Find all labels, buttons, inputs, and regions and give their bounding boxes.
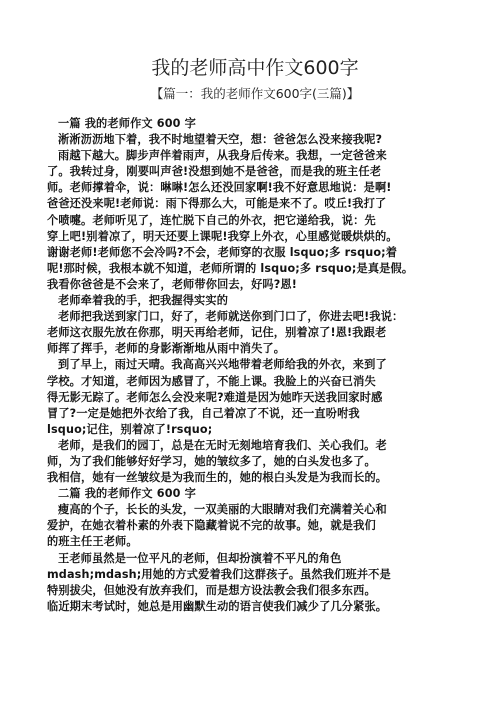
section-heading: 【篇一：我的老师作文600字(三篇)】 bbox=[150, 86, 360, 101]
text-line: 老师，是我们的园丁，总是在无时无刻地培育我们、关心我们。老 bbox=[58, 438, 387, 452]
text-line: 老师这衣服先放在你那，明天再给老师，记住，别着凉了!恩!我跟老 bbox=[47, 326, 387, 340]
page-title: 我的老师高中作文600字 bbox=[151, 57, 359, 79]
text-line: 的班主任王老师。 bbox=[47, 535, 138, 549]
text-line: 爱护，在她衣着朴素的外表下隐藏着说不完的故事。她，就是我们 bbox=[47, 519, 376, 533]
text-line: mdash;mdash;用她的方式爱着我们这群孩子。虽然我们班并不是 bbox=[47, 567, 391, 581]
text-line: 老师牵着我的手，把我握得实实的 bbox=[58, 294, 229, 308]
text-line: 特别拔尖，但她没有放弃我们，而是想方设法教会我们很多东西。 bbox=[47, 583, 376, 597]
text-line: 学校。才知道，老师因为感冒了，不能上课。我脸上的兴奋已消失 bbox=[47, 374, 376, 388]
text-line: 一篇 我的老师作文 600 字 bbox=[58, 117, 196, 130]
text-line: 呢!那时候，我根本就不知道，老师所谓的 lsquo;多 rsquo;是真是假。 bbox=[47, 261, 414, 275]
text-line: 师挥了挥手，老师的身影渐渐地从雨中消失了。 bbox=[47, 342, 286, 356]
text-line: 王老师虽然是一位平凡的老师，但却扮演着不平凡的角色 bbox=[58, 551, 342, 565]
text-line: 师。老师撑着伞，说：晽晽!怎么还没回家啊!我不好意思地说：是啊! bbox=[47, 181, 392, 195]
text-line: 老师把我送到家门口，好了，老师就送你到门口了，你进去吧!我说： bbox=[58, 310, 404, 324]
text-line: 师，为了我们能够好好学习，她的皱纹多了，她的白头发也多了。 bbox=[47, 454, 376, 468]
text-line: 得无影无踪了。老师怎么会没来呢?难道是因为她昨天送我回家时感 bbox=[47, 390, 383, 404]
essay-body bbox=[47, 116, 463, 615]
text-line: lsquo;记住，别着凉了!rsquo; bbox=[47, 422, 213, 436]
text-line: 个喷嚏。老师听见了，连忙脱下自己的外衣，把它递给我，说：先 bbox=[47, 213, 376, 227]
text-line: 了。我转过身，刚要叫声爸!没想到她不是爸爸，而是我的班主任老 bbox=[47, 165, 382, 179]
text-line: 穿上吧!别着凉了，明天还要上课呢!我穿上外衣，心里感觉暖烘烘的。 bbox=[47, 229, 398, 243]
text-line: 瘦高的个子，长长的头发，一双美丽的大眼睛对我们充满着关心和 bbox=[58, 503, 387, 517]
text-line: 爸爸还没来呢!老师说：雨下得那么大，可能是来不了。哎丘!我打了 bbox=[47, 197, 387, 211]
text-line: 谢谢老师!老师您不会冷吗?不会，老师穿的衣服 lsquo;多 rsquo;着 bbox=[47, 245, 398, 259]
text-line: 二篇 我的老师作文 600 字 bbox=[58, 487, 196, 501]
text-line: 我看你爸爸是不会来了，老师带你回去，好吗?恩! bbox=[47, 277, 297, 291]
text-line: 到了早上，雨过天晴。我高高兴兴地带着老师给我的外衣，来到了 bbox=[58, 358, 387, 372]
text-line: 冒了?一定是她把外衣给了我，自己着凉了不说，还一直吩咐我 bbox=[47, 406, 360, 420]
text-line: 雨越下越大。脚步声伴着雨声，从我身后传来。我想，一定爸爸来 bbox=[58, 149, 387, 163]
text-line: 临近期末考试时，她总是用幽默生动的语言使我们减少了几分紧张。 bbox=[47, 599, 388, 613]
text-line: 淅淅沥沥地下着，我不时地望着天空，想：爸爸怎么没来接我呢? bbox=[58, 133, 383, 147]
text-line: 我相信，她有一丝皱纹是为我而生的，她的根白头发是为我而长的。 bbox=[47, 471, 388, 485]
